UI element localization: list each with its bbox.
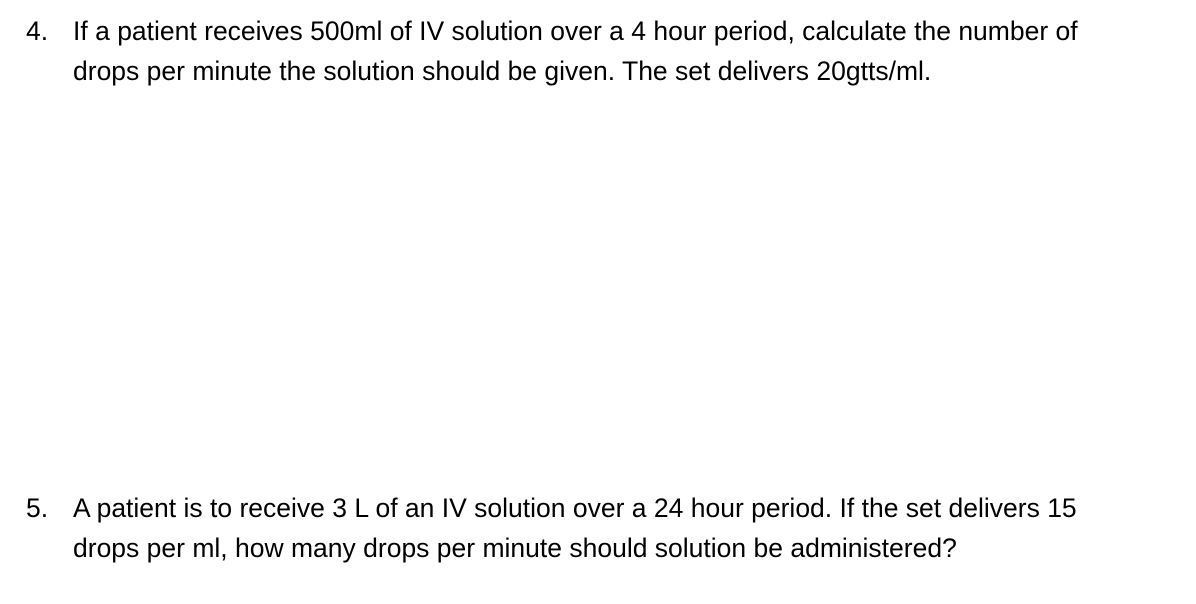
question-text (73, 488, 1193, 568)
question-line: If a patient receives 500ml of IV solution over a 4 hour period, calculate the number of (73, 16, 1078, 46)
answer-space (0, 95, 1196, 475)
question-line: drops per ml, how many drops per minute should solution be administered? (73, 533, 957, 563)
question-number: 4. (26, 16, 49, 46)
question-line: A patient is to receive 3 L of an IV solution over a 24 hour period. If the set delivers 15 (73, 493, 1077, 523)
question-line: drops per minute the solution should be given. The set delivers 20gtts/ml. (73, 56, 932, 86)
question-number: 5. (26, 493, 49, 523)
question-text (73, 11, 1193, 91)
